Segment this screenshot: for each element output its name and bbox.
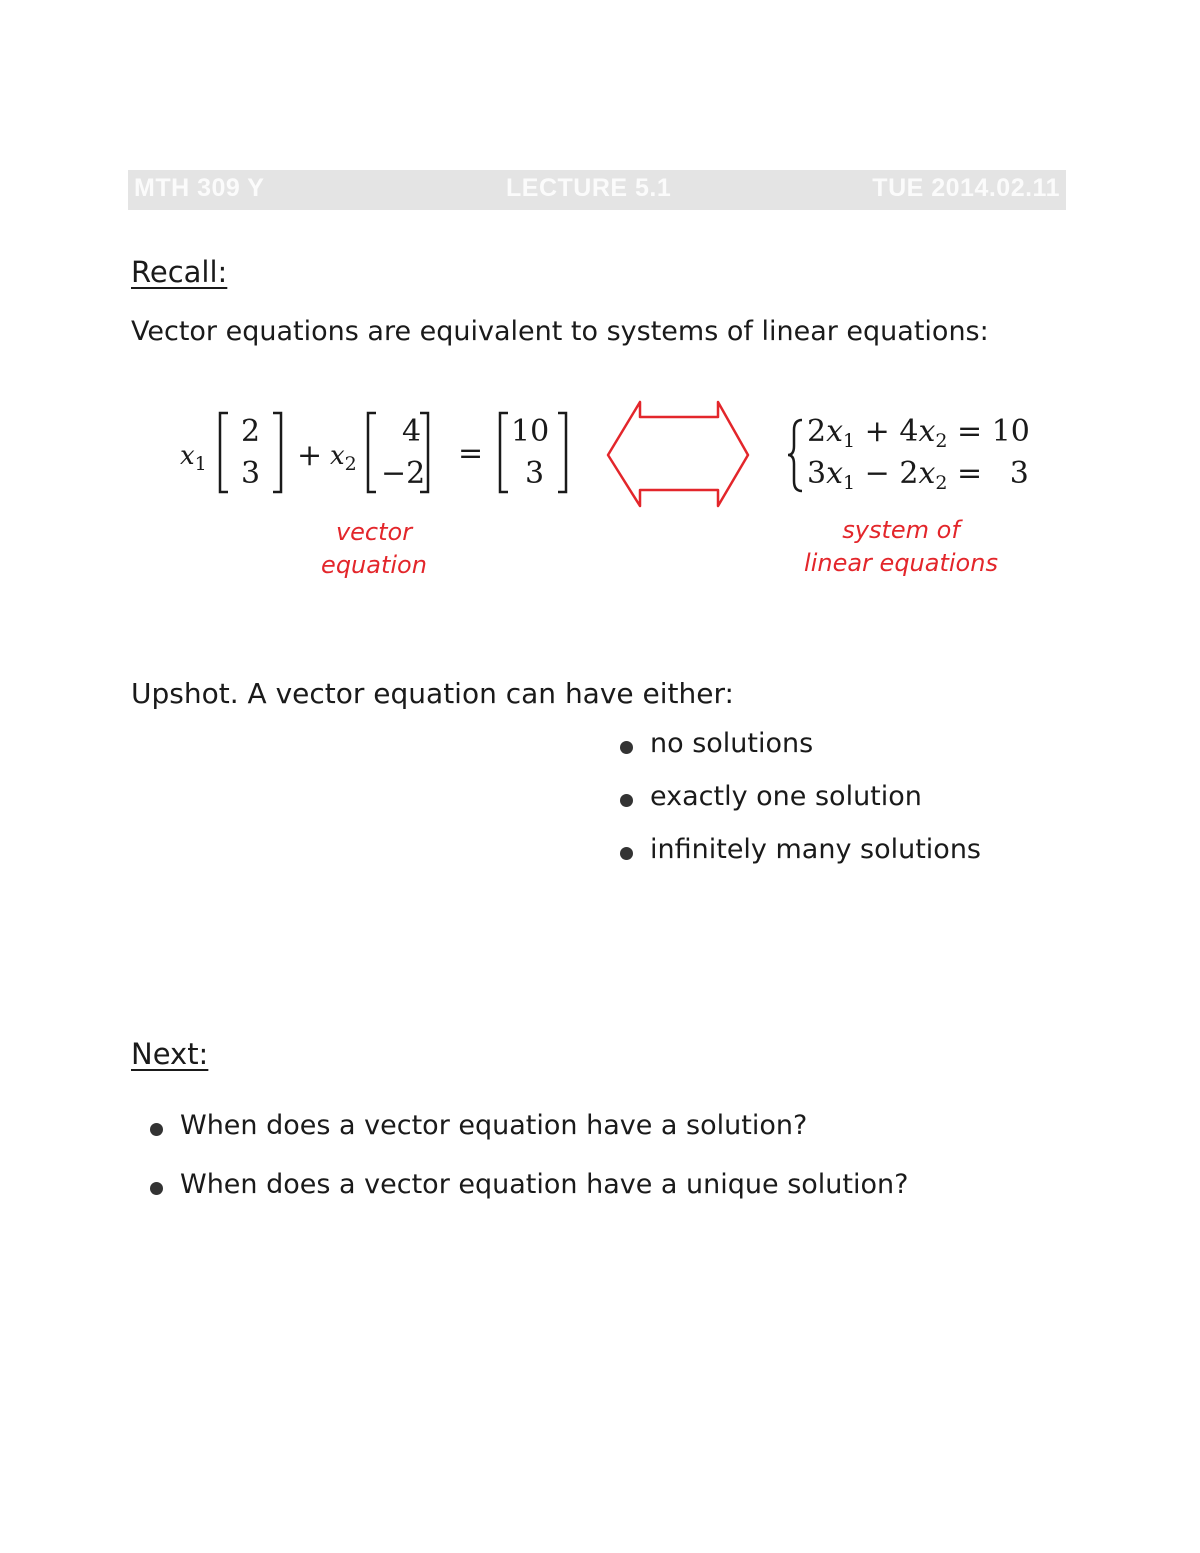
vec1-entry: 3: [241, 456, 261, 491]
vec2-entry: −2: [381, 456, 426, 491]
linear-system-label: system of linear equations: [804, 516, 998, 577]
system-row-2: $3x_1 - 2x_2 = 3$: [807, 456, 1029, 494]
vec3-entry: 10: [511, 414, 550, 449]
upshot-list: [650, 728, 981, 865]
plus-sign: +: [297, 438, 323, 473]
list-item: no solutions: [650, 728, 981, 759]
list-item: When does a vector equation have a unique solution?: [180, 1169, 909, 1200]
coef-x2: $x_2$: [330, 441, 357, 475]
list-item: exactly one solution: [650, 781, 981, 812]
vec3-entry: 3: [525, 456, 545, 491]
list-item: infinitely many solutions: [650, 834, 982, 865]
system-brace: [788, 420, 802, 491]
system-row-1: $2x_1 + 4x_2 = 10$: [807, 414, 1030, 452]
upshot-text: A vector equation can have either:: [247, 677, 734, 710]
recall-text: Vector equations are equivalent to systems of linear equations:: [131, 316, 989, 347]
next-list: [180, 1110, 908, 1200]
equals-sign: =: [458, 436, 484, 471]
recall-heading: Recall:: [131, 255, 228, 289]
list-item: When does a vector equation have a solution?: [180, 1110, 908, 1141]
coef-x1: $x_1$: [180, 441, 207, 475]
vec2-entry: 4: [402, 414, 422, 449]
equivalence-arrow-icon: [608, 402, 748, 506]
vec1-entry: 2: [241, 414, 261, 449]
lecture-date: TUE 2014.02.11: [872, 174, 1060, 202]
vector-equation-label: vector equation: [321, 518, 427, 579]
next-heading: Next:: [131, 1037, 209, 1071]
upshot-lead: Upshot.: [131, 677, 239, 710]
matrix-brackets: [0, 0, 1200, 620]
lecture-number: LECTURE 5.1: [506, 174, 672, 202]
course-code: MTH 309 Y: [134, 174, 265, 202]
upshot-paragraph: [131, 677, 734, 710]
